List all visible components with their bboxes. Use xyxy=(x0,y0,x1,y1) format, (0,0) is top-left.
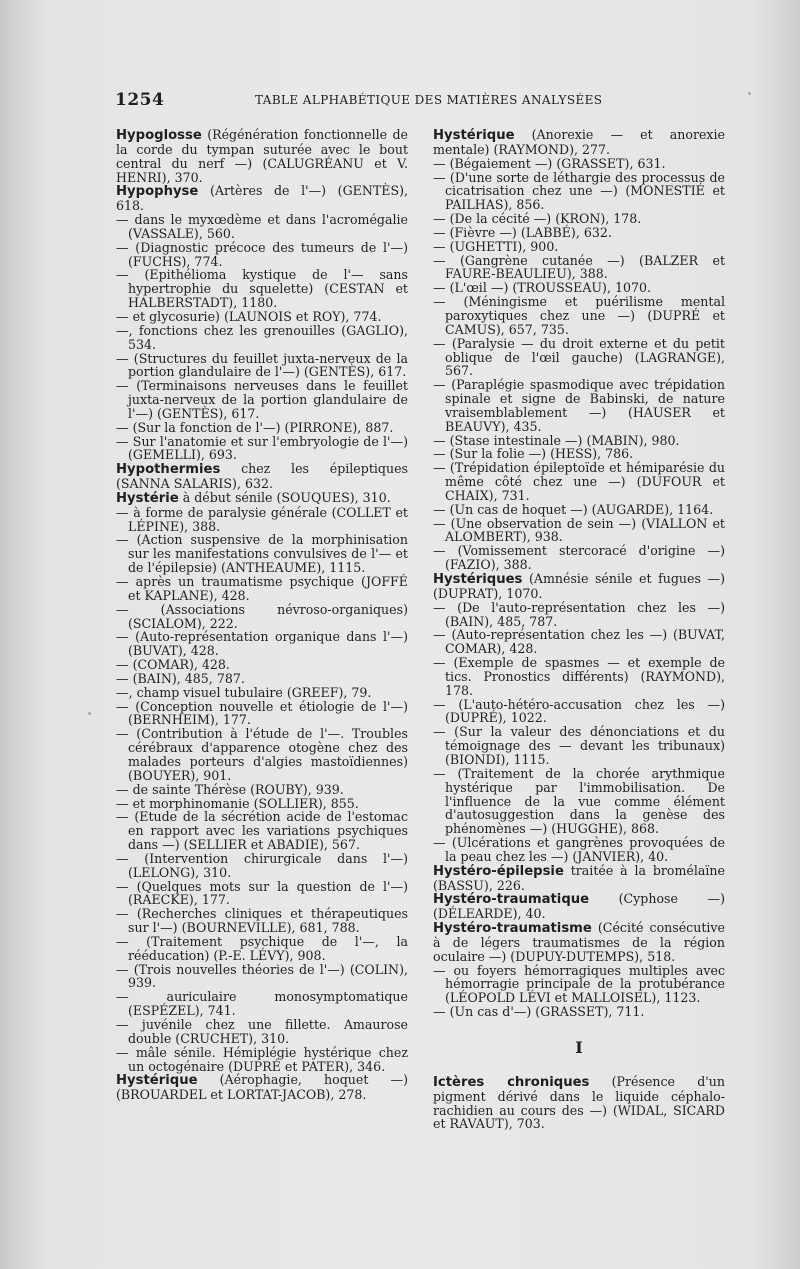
headword: Hypothermies xyxy=(116,462,221,478)
index-subentry xyxy=(433,517,725,545)
entry-text: — (UGHETTI), 900. xyxy=(433,238,559,254)
index-subentry xyxy=(433,295,725,337)
entry-text: (Artères de l'—) (GENTÈS), 618. xyxy=(116,183,408,214)
section-letter: I xyxy=(575,1038,583,1057)
index-entry-headword xyxy=(116,491,408,506)
entry-text: — (L'auto-hétéro-accusation chez les —) (DUPRÉ), 1022. xyxy=(433,696,725,726)
right-column-entries xyxy=(433,128,725,1019)
index-subentry xyxy=(116,575,408,603)
entry-text: — (Une observation de sein —) (VIALLON et ALOMBERT), 938. xyxy=(433,515,725,545)
entry-text: — ou foyers hémorragiques multiples avec hémorragie principale de la protubérance (LÉOPOLD LÉVI et MALLOISEL), 1123. xyxy=(433,962,725,1006)
headword: Hystéro-traumatisme xyxy=(433,921,592,937)
index-entry-headword xyxy=(433,921,725,964)
index-entry-headword xyxy=(433,572,725,601)
index-subentry xyxy=(433,503,725,517)
index-subentry xyxy=(433,461,725,503)
headword: Ictères chroniques xyxy=(433,1074,590,1090)
headword: Hystérie xyxy=(116,490,179,506)
entry-text: — (Traitement psychique de l'—, la rééducation) (P.-E. LÉVY), 908. xyxy=(116,933,408,963)
index-subentry xyxy=(116,324,408,352)
entry-text: — (BAIN), 485, 787. xyxy=(116,670,245,686)
entry-text: — (Auto-représentation chez les —) (BUVAT, COMAR), 428. xyxy=(433,627,725,657)
index-subentry xyxy=(433,226,725,240)
entry-text: —, fonctions chez les grenouilles (GAGLIO), 534. xyxy=(116,322,408,352)
entry-text: — (Méningisme et puérilisme mental paroxytiques chez une —) (DUPRÉ et CAMUS), 657, 735. xyxy=(433,294,725,337)
entry-text: — (Ulcérations et gangrènes provoquées de la peau chez les —) (JANVIER), 40. xyxy=(433,835,725,864)
page-number: 1254 xyxy=(115,90,165,110)
entry-text: — (Traitement de la chorée arythmique hystérique par l'immobilisation. De l'influence de la vue comme élément d'autosuggestion dans la genèse des phénomènes —) (HUGGHE), 868. xyxy=(433,765,725,837)
left-column xyxy=(116,128,408,1102)
entry-text: — de sainte Thérèse (ROUBY), 939. xyxy=(116,781,344,797)
index-entry-headword xyxy=(116,128,408,184)
index-subentry xyxy=(116,727,408,782)
headword: Hystéro-traumatique xyxy=(433,892,590,908)
entry-text: — et glycosurie) (LAUNOIS et ROY), 774. xyxy=(116,308,382,324)
entry-text: (Présence d'un pigment dérivé dans le liquide céphalo-rachidien au cours des —) (WIDAL, SICARD et RAVAUT), 703. xyxy=(433,1073,725,1132)
entry-text: — (Sur la valeur des dénonciations et du témoignage des — devant les tribunaux) (BIONDI), 1115. xyxy=(433,724,725,767)
index-subentry xyxy=(433,434,725,448)
index-subentry xyxy=(116,700,408,728)
index-subentry xyxy=(433,656,725,698)
entry-text: — (Diagnostic précoce des tumeurs de l'—) (FUCHS), 774. xyxy=(116,239,408,269)
index-subentry xyxy=(116,241,408,269)
right-column xyxy=(433,128,725,1131)
entry-text: — (L'œil —) (TROUSSEAU), 1070. xyxy=(433,280,651,296)
index-subentry xyxy=(116,935,408,963)
entry-text: — (Bégaiement —) (GRASSET), 631. xyxy=(433,155,666,171)
entry-text: chez les épileptiques (SANNA SALARIS), 632. xyxy=(116,461,408,492)
entry-text: — (Conception nouvelle et étiologie de l'—) (BERNHEIM), 177. xyxy=(116,698,408,728)
index-subentry xyxy=(116,672,408,686)
index-entry-headword xyxy=(433,128,725,157)
entry-text: — (Trépidation épileptoïde et hémiparésie du même côté chez une —) (DUFOUR et CHAIX), 731. xyxy=(433,460,725,503)
entry-text: — (Paraplégie spasmodique avec trépidation spinale et signe de Babinski, de nature vraisemblablement —) (HAUSER et BEAUVY), 435. xyxy=(433,377,725,434)
index-subentry xyxy=(116,880,408,908)
index-subentry xyxy=(433,544,725,572)
index-subentry xyxy=(433,601,725,629)
entry-text: — (Quelques mots sur la question de l'—) (RAECKE), 177. xyxy=(116,878,408,908)
entry-text: — (Vomissement stercoracé d'origine —) (FAZIO), 388. xyxy=(433,543,725,573)
index-subentry xyxy=(116,506,408,534)
entry-text: — (Paralysie — du droit externe et du petit oblique de l'œil gauche) (LAGRANGE), 567. xyxy=(433,335,725,379)
index-subentry xyxy=(116,352,408,380)
index-subentry xyxy=(116,379,408,421)
entry-text: — (Action suspensive de la morphinisation sur les manifestations convulsives de l'— et de l'épilepsie) (ANTHEAUME), 1115. xyxy=(116,532,408,576)
entry-text: — auriculaire monosymptomatique (ESPÉZEL), 741. xyxy=(116,989,408,1019)
index-entry-headword xyxy=(433,892,725,921)
index-subentry xyxy=(116,421,408,435)
index-subentry xyxy=(433,337,725,379)
entry-text: — (Terminaisons nerveuses dans le feuillet juxta-nerveux de la portion glandulaire de l'—) (GENTÈS), 617. xyxy=(116,378,408,421)
index-subentry xyxy=(433,240,725,254)
entry-text: — (Associations névroso-organiques) (SCIALOM), 222. xyxy=(116,601,408,631)
index-entry-headword xyxy=(433,1075,725,1131)
entry-text: — (Recherches cliniques et thérapeutiques sur l'—) (BOURNEVILLE), 681, 788. xyxy=(116,906,408,936)
entry-text: — dans le myxœdème et dans l'acromégalie (VASSALE), 560. xyxy=(116,212,408,241)
entry-text: — (Contribution à l'étude de l'—. Troubles cérébraux d'apparence otogène chez des malades porteurs d'algies mastoïdiennes) (BOUYER), 901. xyxy=(116,726,408,783)
index-subentry xyxy=(116,990,408,1018)
headword: Hypophyse xyxy=(116,184,199,200)
right-column-entries-after-letter xyxy=(433,1075,725,1131)
index-subentry xyxy=(116,1018,408,1046)
entry-text: — mâle sénile. Hémiplégie hystérique chez un octogénaire (DUPRÉ et PATER), 346. xyxy=(116,1044,408,1074)
entry-text: — juvénile chez une fillette. Amaurose double (CRUCHET), 310. xyxy=(116,1017,408,1046)
headword: Hystéro-épilepsie xyxy=(433,863,564,879)
index-subentry xyxy=(433,281,725,295)
entry-text: — (Epithélioma kystique de l'— sans hypertrophie du squelette) (CESTAN et HALBERSTADT), 1180. xyxy=(116,267,408,311)
entry-text: —, champ visuel tubulaire (GREEF), 79. xyxy=(116,684,372,700)
entry-text: — après un traumatisme psychique (JOFFÉ et KAPLANE), 428. xyxy=(116,574,408,603)
index-subentry xyxy=(433,725,725,767)
index-subentry xyxy=(433,212,725,226)
paper-spot xyxy=(88,712,91,715)
index-subentry xyxy=(116,658,408,672)
entry-text: — (Un cas de hoquet —) (AUGARDE), 1164. xyxy=(433,501,714,517)
index-subentry xyxy=(116,310,408,324)
index-subentry xyxy=(116,686,408,700)
entry-text: — (Stase intestinale —) (MABIN), 980. xyxy=(433,432,680,448)
index-subentry xyxy=(433,378,725,433)
entry-text: (Aérophagie, hoquet —) (BROUARDEL et LORTAT-JACOB), 278. xyxy=(116,1072,408,1103)
index-subentry xyxy=(433,767,725,836)
index-subentry xyxy=(433,1005,725,1019)
entry-text: — (Fièvre —) (LABBÉ), 632. xyxy=(433,224,612,240)
entry-text: — (De l'auto-représentation chez les —) (BAIN), 485, 787. xyxy=(433,599,725,629)
index-subentry xyxy=(116,1046,408,1074)
entry-text: — (D'une sorte de léthargie des processus de cicatrisation chez une —) (MONESTIÉ et PAILHAS), 856. xyxy=(433,169,725,213)
headword: Hystérique xyxy=(433,128,515,143)
entry-text: (Anorexie — et anorexie mentale) (RAYMOND), 277. xyxy=(433,127,725,157)
index-subentry xyxy=(433,447,725,461)
index-entry-headword xyxy=(116,184,408,213)
entry-text: — (De la cécité —) (KRON), 178. xyxy=(433,211,642,227)
index-subentry xyxy=(116,852,408,880)
index-subentry xyxy=(433,254,725,282)
index-subentry xyxy=(116,907,408,935)
index-entry-headword xyxy=(116,1073,408,1102)
index-subentry xyxy=(116,268,408,310)
entry-text: — (Gangrène cutanée —) (BALZER et FAURE-BEAULIEU), 388. xyxy=(433,252,725,282)
index-subentry xyxy=(116,797,408,811)
index-subentry xyxy=(433,628,725,656)
entry-text: — (Etude de la sécrétion acide de l'estomac en rapport avec les variations psychiques dans —) (SELLIER et ABADIE), 567. xyxy=(116,809,408,853)
index-subentry xyxy=(433,171,725,213)
entry-text: (Cécité consécutive à de légers traumatismes de la région oculaire —) (DUPUY-DUTEMPS), 518. xyxy=(433,920,725,964)
index-subentry xyxy=(116,810,408,852)
entry-text: (Amnésie sénile et fugues —) (DUPRAT), 1070. xyxy=(433,571,725,601)
entry-text: — (Intervention chirurgicale dans l'—) (LELONG), 310. xyxy=(116,850,408,880)
index-subentry xyxy=(116,435,408,463)
page-header xyxy=(115,90,785,114)
entry-text: — (COMAR), 428. xyxy=(116,657,230,673)
headword: Hystérique xyxy=(116,1073,198,1089)
index-subentry xyxy=(116,963,408,991)
index-subentry xyxy=(433,157,725,171)
entry-text: à début sénile (SOUQUES), 310. xyxy=(178,489,391,505)
index-subentry xyxy=(116,630,408,658)
entry-text: (Cyphose —) (DÉLEARDE), 40. xyxy=(433,891,725,922)
headword: Hystériques xyxy=(433,572,523,587)
entry-text: — (Structures du feuillet juxta-nerveux de la portion glandulaire de l'—) (GENTÈS), 617. xyxy=(116,350,408,380)
entry-text: — Sur l'anatomie et sur l'embryologie de l'—) (GEMELLI), 693. xyxy=(116,433,408,463)
index-subentry xyxy=(116,603,408,631)
entry-text: — et morphinomanie (SOLLIER), 855. xyxy=(116,795,359,811)
headword: Hypoglosse xyxy=(116,128,202,143)
index-entry-headword xyxy=(433,864,725,893)
index-entry-headword xyxy=(116,462,408,491)
entry-text: — (Sur la fonction de l'—) (PIRRONE), 887. xyxy=(116,419,394,435)
entry-text: — (Sur la folie —) (HESS), 786. xyxy=(433,446,634,462)
index-subentry xyxy=(116,533,408,575)
index-subentry xyxy=(116,213,408,241)
entry-text: — à forme de paralysie générale (COLLET et LÉPINE), 388. xyxy=(116,504,408,534)
index-subentry xyxy=(433,964,725,1006)
entry-text: traitée à la bromélaïne (BASSU), 226. xyxy=(433,862,725,893)
running-title: TABLE ALPHABÉTIQUE DES MATIÈRES ANALYSÉES xyxy=(255,93,603,107)
entry-text: — (Un cas d'—) (GRASSET), 711. xyxy=(433,1004,645,1020)
index-subentry xyxy=(116,783,408,797)
index-subentry xyxy=(433,698,725,726)
entry-text: — (Exemple de spasmes — et exemple de tics. Pronostics différents) (RAYMOND), 178. xyxy=(433,655,725,698)
entry-text: — (Trois nouvelles théories de l'—) (COLIN), 939. xyxy=(116,961,408,991)
entry-text: — (Auto-représentation organique dans l'—) (BUVAT), 428. xyxy=(116,629,408,659)
entry-text: (Régénération fonctionnelle de la corde du tympan suturée avec le bout central du nerf —) (CALUGRÉANU et V. HENRI), 370. xyxy=(116,127,408,185)
index-subentry xyxy=(433,836,725,864)
